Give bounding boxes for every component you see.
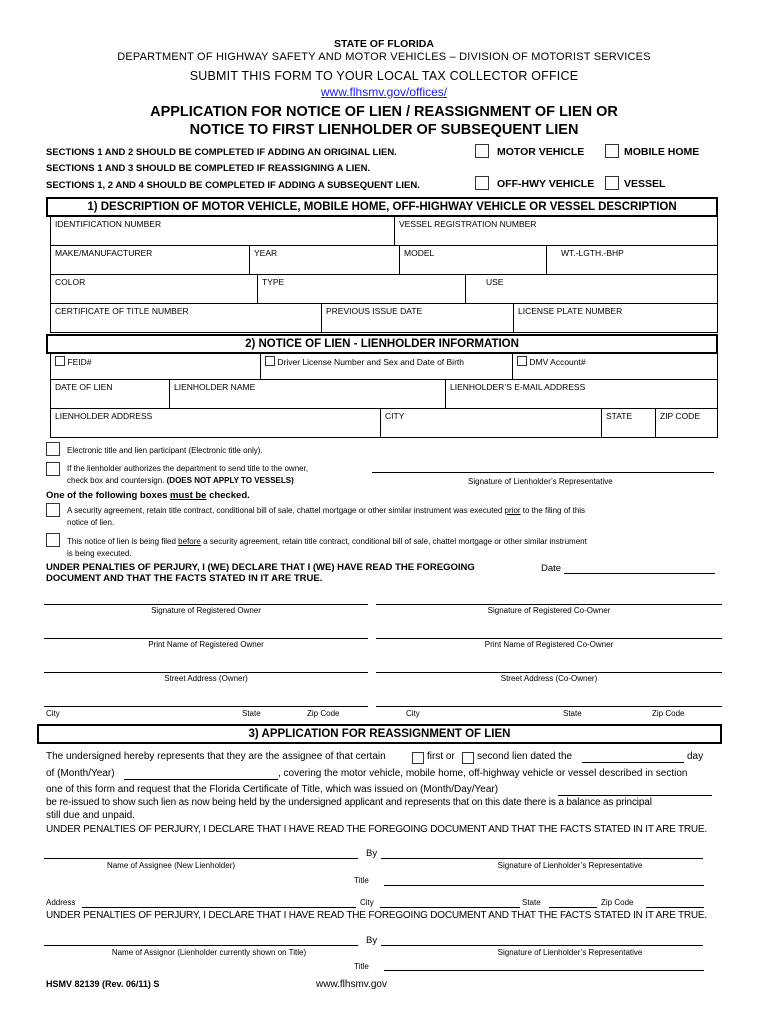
zip-label: ZIP CODE (660, 411, 700, 421)
must-check-post: checked. (206, 490, 250, 501)
assignee-title-line[interactable] (384, 885, 704, 886)
reassign-p1-text: The undersigned hereby represents that they are the assignee of that certain (46, 751, 386, 762)
lienholder-signature-caption: Signature of Lienholder’s Representative (468, 477, 613, 486)
assignee-rep-caption: Signature of Lienholder’s Representative (497, 861, 643, 870)
form-title-line2: NOTICE TO FIRST LIENHOLDER OF SUBSEQUENT LIEN (189, 122, 579, 138)
wt-label: WT.-LGTH.-BHP (561, 248, 624, 258)
dmv-label: DMV Account# (529, 357, 586, 367)
mobile-home-label: MOBILE HOME (624, 146, 700, 158)
notice-before-checkbox[interactable] (46, 533, 60, 547)
first-lien-checkbox[interactable] (412, 752, 424, 764)
coowner-signature-caption: Signature of Registered Co-Owner (487, 606, 611, 615)
assignor-title-label: Title (354, 962, 369, 971)
state-label: STATE (606, 411, 633, 421)
authorize-line2 (67, 476, 294, 485)
id-number-label: IDENTIFICATION NUMBER (55, 219, 162, 229)
dmv-field[interactable] (512, 353, 718, 380)
lienholder-address-label: LIENHOLDER ADDRESS (55, 411, 153, 421)
year-field[interactable] (249, 245, 400, 275)
assignee-title-label: Title (354, 876, 369, 885)
electronic-checkbox[interactable] (46, 442, 60, 456)
coowner-street-caption: Street Address (Co-Owner) (500, 674, 598, 683)
electronic-label: Electronic title and lien participant (Electronic title only). (67, 446, 263, 455)
state-field[interactable] (601, 408, 656, 438)
plate-field[interactable] (513, 303, 718, 333)
motor-vehicle-label: MOTOR VEHICLE (497, 146, 585, 158)
vessel-label: VESSEL (624, 178, 666, 190)
state-heading: STATE OF FLORIDA (334, 38, 434, 50)
dl-field[interactable] (260, 353, 513, 380)
prev-issue-field[interactable] (321, 303, 514, 333)
reassign-para-line1 (46, 751, 386, 762)
mobile-home-checkbox[interactable] (605, 144, 619, 158)
assignee-rep-signature-line[interactable] (381, 858, 703, 859)
form-id: HSMV 82139 (Rev. 06/11) S (46, 979, 160, 989)
section3-title: 3) APPLICATION FOR REASSIGNMENT OF LIEN (37, 724, 722, 744)
owner-city-line[interactable] (44, 706, 368, 707)
month-year-line[interactable] (124, 779, 278, 780)
coowner-city-caption: City (406, 709, 420, 718)
dl-label: Driver License Number and Sex and Date of Birth (277, 357, 464, 367)
owner-street-line[interactable] (44, 672, 368, 673)
reissue-text: be re-issued to show such lien as now being held by the undersigned applicant and represents that on this date there is a balance as principal (46, 797, 652, 808)
assignee-zip-line[interactable] (646, 907, 704, 908)
type-label: TYPE (262, 277, 285, 287)
second-lien-checkbox[interactable] (462, 752, 474, 764)
dl-checkbox[interactable] (265, 356, 275, 366)
model-label: MODEL (404, 248, 435, 258)
must-check-pre: One of the following boxes (46, 490, 171, 501)
notice-before-a: This notice of lien is being filed (67, 537, 179, 546)
color-label: COLOR (55, 277, 86, 287)
off-hwy-label: OFF-HWY VEHICLE (497, 178, 595, 190)
coowner-city-line[interactable] (376, 706, 722, 707)
assignee-city-line[interactable] (380, 907, 520, 908)
vessel-reg-label: VESSEL REGISTRATION NUMBER (399, 219, 537, 229)
security-prior-text (67, 506, 727, 515)
security-prior-u: prior (504, 506, 521, 515)
assignor-by-label: By (366, 935, 378, 946)
assignee-by-label: By (366, 848, 378, 859)
month-year-label: of (Month/Year) (46, 768, 115, 779)
type-field[interactable] (257, 274, 466, 304)
assignor-name-line[interactable] (44, 945, 358, 946)
assignee-zip-label: Zip Code (601, 898, 634, 907)
assignor-rep-caption: Signature of Lienholder’s Representative (497, 948, 643, 957)
title-issued-text: one of this form and request that the Florida Certificate of Title, which was issued on (Month/Day/Year) (46, 784, 499, 795)
notice-before-text (67, 537, 727, 546)
still-due-text: still due and unpaid. (46, 810, 135, 821)
date-of-lien-label: DATE OF LIEN (55, 382, 113, 392)
assignor-rep-signature-line[interactable] (381, 945, 703, 946)
offices-link[interactable]: www.flhsmv.gov/offices/ (320, 85, 448, 99)
assignee-address-line[interactable] (82, 907, 356, 908)
cert-title-label: CERTIFICATE OF TITLE NUMBER (55, 306, 189, 316)
assignee-name-line[interactable] (44, 858, 358, 859)
notice-before-line2: is being executed. (67, 549, 132, 558)
lienholder-email-label: LIENHOLDER’S E-MAIL ADDRESS (450, 382, 586, 392)
security-prior-checkbox[interactable] (46, 503, 60, 517)
year-label: YEAR (254, 248, 278, 258)
owner-signature-line[interactable] (44, 604, 368, 605)
date-label: Date (541, 563, 562, 574)
assignee-city-label: City (360, 898, 374, 907)
prev-issue-label: PREVIOUS ISSUE DATE (326, 306, 423, 316)
title-issued-date-line[interactable] (558, 795, 712, 796)
owner-zip-caption: Zip Code (307, 709, 340, 718)
lienholder-name-field[interactable] (169, 379, 446, 409)
coowner-print-line[interactable] (376, 638, 722, 639)
submit-instruction: SUBMIT THIS FORM TO YOUR LOCAL TAX COLLECTOR OFFICE (189, 69, 579, 83)
city-label: CITY (385, 411, 405, 421)
coowner-signature-line[interactable] (376, 604, 722, 605)
section1-title: 1) DESCRIPTION OF MOTOR VEHICLE, MOBILE HOME, OFF-HIGHWAY VEHICLE OR VESSEL DESCRIPTION (46, 197, 718, 217)
coowner-street-line[interactable] (376, 672, 722, 673)
owner-state-caption: State (242, 709, 261, 718)
must-check-underlined: must be (170, 490, 207, 501)
assignee-state-line[interactable] (549, 907, 597, 908)
vessel-checkbox[interactable] (605, 176, 619, 190)
owner-signature-caption: Signature of Registered Owner (151, 606, 261, 615)
lienholder-email-field[interactable] (445, 379, 718, 409)
instruction-original-lien: SECTIONS 1 AND 2 SHOULD BE COMPLETED IF ADDING AN ORIGINAL LIEN. (46, 147, 397, 158)
use-label: USE (486, 277, 504, 287)
owner-print-line[interactable] (44, 638, 368, 639)
perjury1-line2: DOCUMENT AND THAT THE FACTS STATED IN IT ARE TRUE. (46, 573, 323, 584)
dmv-checkbox[interactable] (517, 356, 527, 366)
feid-checkbox[interactable] (55, 356, 65, 366)
covering-text: , covering the motor vehicle, mobile home, off-highway vehicle or vessel described in section (278, 768, 688, 779)
coowner-zip-caption: Zip Code (652, 709, 685, 718)
use-field[interactable] (465, 274, 718, 304)
section3-perjury2: UNDER PENALTIES OF PERJURY, I DECLARE THAT I HAVE READ THE FOREGOING DOCUMENT AND THAT THE FACTS STATED IN IT ARE TRUE. (46, 910, 707, 921)
cert-title-field[interactable] (50, 303, 322, 333)
off-hwy-checkbox[interactable] (475, 176, 489, 190)
coowner-state-caption: State (563, 709, 582, 718)
model-field[interactable] (399, 245, 547, 275)
department-heading: DEPARTMENT OF HIGHWAY SAFETY AND MOTOR VEHICLES – DIVISION OF MOTORIST SERVICES (117, 51, 651, 63)
owner-city-caption: City (46, 709, 60, 718)
footer-url[interactable]: www.flhsmv.gov (316, 979, 387, 990)
day-label: day (687, 751, 704, 762)
make-field[interactable] (50, 245, 250, 275)
section2-title: 2) NOTICE OF LIEN - LIENHOLDER INFORMATION (46, 334, 718, 354)
security-prior-b: to the filing of this (520, 506, 586, 515)
form-title-line1: APPLICATION FOR NOTICE OF LIEN / REASSIGNMENT OF LIEN OR (150, 104, 618, 120)
instruction-subsequent-lien: SECTIONS 1, 2 AND 4 SHOULD BE COMPLETED IF ADDING A SUBSEQUENT LIEN. (46, 180, 420, 191)
authorize-countersign: check box and countersign. (67, 476, 165, 485)
lien-day-line[interactable] (582, 762, 684, 763)
zip-field[interactable] (655, 408, 718, 438)
lienholder-address-field[interactable] (50, 408, 381, 438)
make-label: MAKE/MANUFACTURER (55, 248, 153, 258)
notice-before-b: a security agreement, retain title contract, conditional bill of sale, chattel mortgage or other similar instrument (200, 537, 587, 546)
authorize-checkbox[interactable] (46, 462, 60, 476)
first-lien-label: first or (427, 751, 455, 762)
assignee-address-label: Address (46, 898, 76, 907)
instruction-reassign-lien: SECTIONS 1 AND 3 SHOULD BE COMPLETED IF REASSIGNING A LIEN. (46, 163, 371, 174)
section3-perjury1: UNDER PENALTIES OF PERJURY, I DECLARE THAT I HAVE READ THE FOREGOING DOCUMENT AND THAT THE FACTS STATED IN IT ARE TRUE. (46, 824, 707, 835)
coowner-print-caption: Print Name of Registered Co-Owner (484, 640, 614, 649)
assignor-name-caption: Name of Assignor (Lienholder currently shown on Title) (111, 948, 307, 957)
feid-field[interactable] (50, 353, 261, 380)
motor-vehicle-checkbox[interactable] (475, 144, 489, 158)
owner-street-caption: Street Address (Owner) (164, 674, 248, 683)
wt-field[interactable] (546, 245, 718, 275)
notice-before-u: before (178, 537, 201, 546)
security-prior-a: A security agreement, retain title contract, conditional bill of sale, chattel mortgage or other similar instrument was executed (67, 506, 505, 515)
must-check-note (46, 490, 250, 501)
lienholder-name-label: LIENHOLDER NAME (174, 382, 256, 392)
date-of-lien-field[interactable] (50, 379, 170, 409)
security-prior-line2: notice of lien. (67, 518, 115, 527)
authorize-line1: If the lienholder authorizes the department to send title to the owner, (67, 464, 309, 473)
city-field[interactable] (380, 408, 602, 438)
second-lien-label: second lien dated the (477, 751, 573, 762)
lienholder-signature-line[interactable] (372, 472, 714, 473)
assignee-state-label: State (522, 898, 541, 907)
date-line[interactable] (564, 573, 715, 574)
vessel-reg-field[interactable] (394, 216, 718, 246)
assignor-title-line[interactable] (384, 970, 704, 971)
id-number-field[interactable] (50, 216, 395, 246)
authorize-vessels-note: (DOES NOT APPLY TO VESSELS) (166, 476, 294, 485)
color-field[interactable] (50, 274, 258, 304)
owner-print-caption: Print Name of Registered Owner (148, 640, 264, 649)
assignee-name-caption: Name of Assignee (New Lienholder) (106, 861, 236, 870)
feid-label: FEID# (67, 357, 92, 367)
plate-label: LICENSE PLATE NUMBER (518, 306, 623, 316)
perjury1-line1: UNDER PENALTIES OF PERJURY, I (WE) DECLARE THAT I (WE) HAVE READ THE FOREGOING (46, 562, 475, 573)
